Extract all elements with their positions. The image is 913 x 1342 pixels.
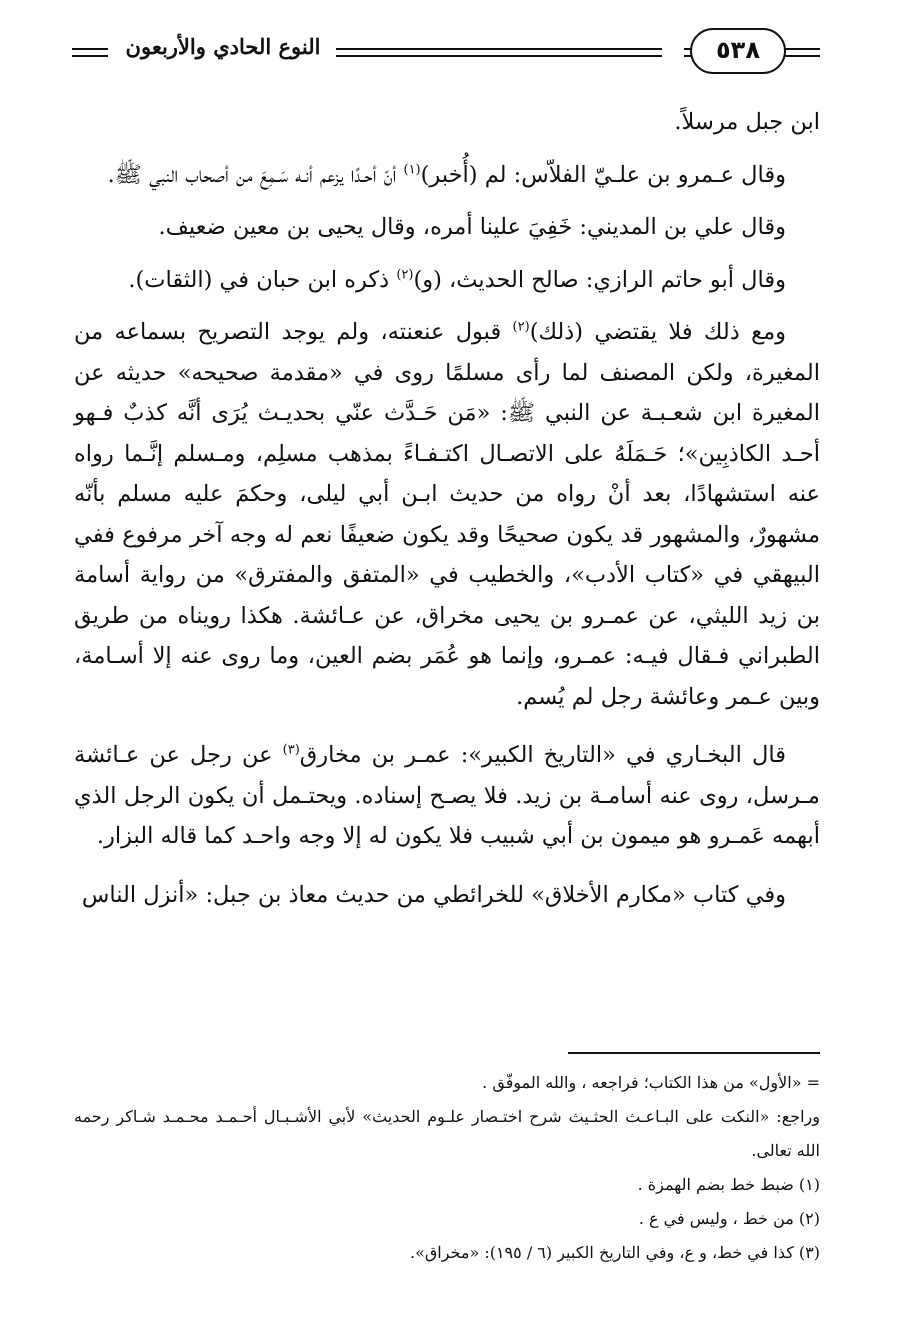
footnote-3: (٣) كذا في خط، و ع، وفي التاريخ الكبير (٦ / ١٩٥): «مخراق». <box>409 1243 820 1262</box>
paragraph-4-text-a: وقال أبو حاتم الرازي: صالح الحديث، (و) <box>413 266 786 293</box>
running-title: النوع الحادي والأربعون <box>125 34 321 59</box>
footnote-ref-3: (٣) <box>282 742 300 758</box>
footnote-reference-note: وراجع: «النكت على البـاعـث الحثـيث شرح اختـصار علـوم الحديث» لأبي الأشـبـال أحـمـد محـمـد شـاكر رحمه الله تعالى. <box>74 1107 821 1160</box>
header-rule-middle <box>336 48 662 57</box>
footnote-continuation: = «الأول» من هذا الكتاب؛ فراجعه ، والله الموفّق . <box>482 1073 820 1092</box>
footnote-2: (٢) من خط ، وليس في ع . <box>638 1209 820 1228</box>
paragraph-6-text-b: عن رجل عن عـائشة مـرسل، روى عنه أسامـة بن زيد. فلا يصـح إسناده. ويحتـمل أن يكون الرجل الذي أبهمه عَمـرو هو ميمون بن أبي شبيب فلا يكون له إلا وجه واحـد كما قاله البزار. <box>74 742 820 849</box>
paragraph-6-text-a: قال البخـاري في «التاريخ الكبير»: عمـر بن مخارق <box>299 742 786 768</box>
paragraph-2 <box>74 155 820 196</box>
paragraph-4 <box>74 260 820 301</box>
paragraph-2-text-a: وقال عـمرو بن علـيّ الفلاّس: لم (أُخبر) <box>420 161 786 188</box>
paragraph-2-text-b: أنّ أحـدًا يزعم أنـه سَـمِعَ من أصحاب النبي ﷺ. <box>107 161 404 188</box>
header-rule-left <box>72 48 108 57</box>
footnote-ref-1: (١) <box>403 162 421 177</box>
paragraph-5-text-a: ومع ذلك فلا يقتضي (ذلك) <box>529 319 786 345</box>
paragraph-1 <box>74 102 820 143</box>
paragraph-7-text: وفي كتاب «مكارم الأخلاق» للخرائطي من حديث معاذ بن جبل: «أنزل الناس <box>81 881 786 908</box>
paragraph-5-text-b: قبول عنعنته، ولم يوجد التصريح بسماعه من المغيرة، ولكن المصنف لما رأى مسلمًا روى في «مقدمة صحيحه» حديثه عن المغيرة ابن شعـبـة عن النبي ﷺ: «مَن حَـدَّث عنّي بحديـث يُرَى أنَّه كذبٌ فـهو أحـد الكاذبِين»؛ حَـمَلَهُ على الاتصـال اكتـفـاءً بمذهب مسلِم، ومـسلم إنَّـما رواه عنه استشهادًا، بعد أنْ رواه من حديث ابـن أبي ليلى، وحكمَ عليه مسلم بأنّه مشهورٌ، والمشهور قد يكون صحيحًا وقد يكون ضعيفًا نعم له وجه آخر مرفوع ففي البيهقي في «كتاب الأدب»، والخطيب في «المتفق والمفترق» من رواية أسامة بن زيد الليثي، عن عمـرو بن يحيى مخراق، عن عـائشة. هكذا رويناه من طريق الطبراني فـقال فيـه: عمـرو، وإنما هو عُمَر بضم العين، وما روى عنه إلا أسـامة، وبين عـمر وعائشة رجل لم يُسم. <box>74 319 820 710</box>
paragraph-1-text: ابن جبل مرسلاً. <box>674 109 820 135</box>
page-number-frame <box>690 28 786 74</box>
main-text <box>74 102 820 915</box>
footnote-separator <box>568 1052 820 1054</box>
page-number: ٥٣٨ <box>716 36 760 64</box>
paragraph-5 <box>74 312 820 717</box>
paragraph-7 <box>74 875 820 916</box>
paragraph-3 <box>74 207 820 248</box>
paragraph-3-text: وقال علي بن المديني: خَفِيَ علينا أمره، وقال يحيى بن معين ضعيف. <box>158 214 786 240</box>
footnote-ref-2: (٢) <box>396 267 414 282</box>
footnotes <box>74 1066 820 1270</box>
paragraph-6 <box>74 735 820 857</box>
footnote-ref-2b: (٢) <box>512 319 530 335</box>
running-header <box>72 28 820 84</box>
paragraph-4-text-b: ذكره ابن حبان في (الثقات). <box>128 266 397 293</box>
footnote-1: (١) ضبط خط بضم الهمزة . <box>637 1175 820 1194</box>
